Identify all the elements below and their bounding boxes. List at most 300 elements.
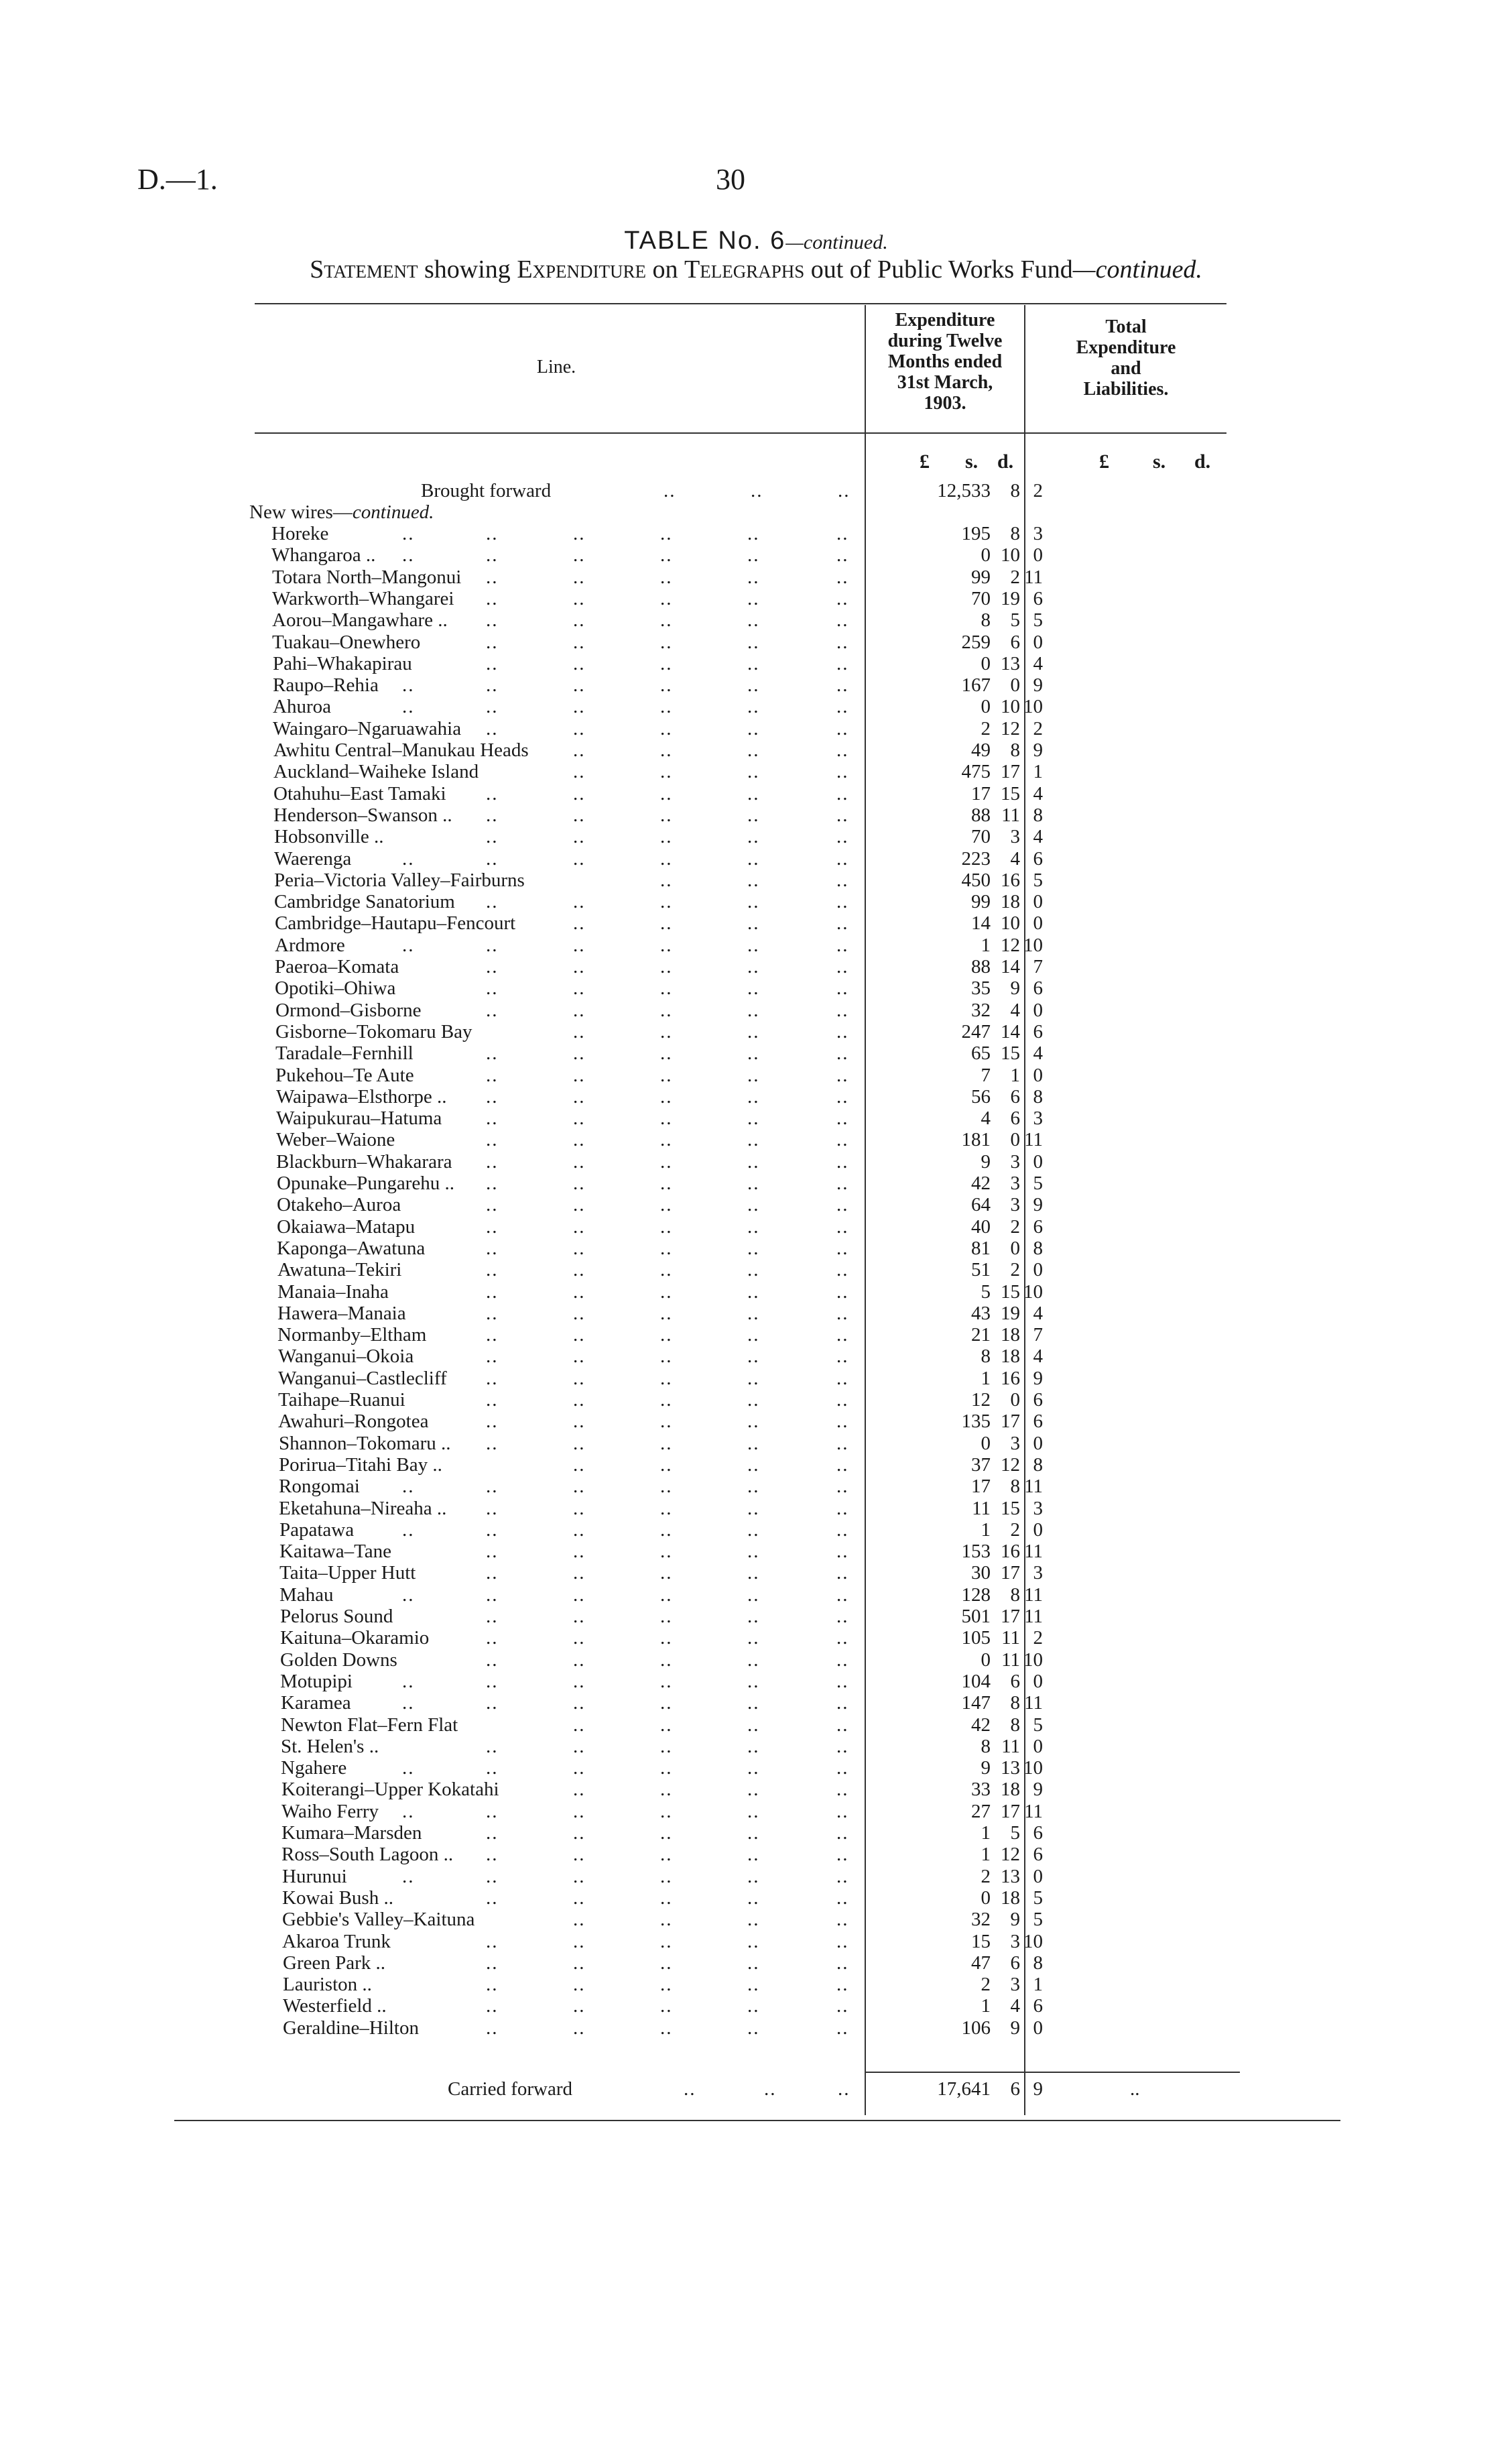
leader-dots: .. xyxy=(747,1866,760,1887)
shillings-value: 15 xyxy=(1001,783,1020,804)
header-bottom-rule xyxy=(255,432,1226,434)
statement-word: out of Public Works Fund xyxy=(804,255,1073,284)
statement-suffix: —continued. xyxy=(1072,255,1202,284)
leader-dots: .. xyxy=(836,956,849,977)
leader-dots: .. xyxy=(747,1042,760,1064)
pence-value: 9 xyxy=(1033,739,1043,761)
shillings-value: 2 xyxy=(1010,566,1020,588)
line-name: Gebbie's Valley–Kaituna xyxy=(282,1909,475,1930)
header-line: during Twelve xyxy=(887,331,1003,351)
leader-dots: .. xyxy=(747,1909,760,1930)
pounds-value: 195 xyxy=(961,523,991,544)
leader-dots: .. xyxy=(402,1476,415,1497)
shillings-value: 16 xyxy=(1001,1541,1020,1562)
leader-dots: .. xyxy=(836,609,849,631)
pence-value: 2 xyxy=(1033,480,1043,501)
leader-dots: .. xyxy=(836,1454,849,1476)
leader-dots: .. xyxy=(836,1757,849,1779)
leader-dots: .. xyxy=(486,1281,499,1303)
pounds-value: 450 xyxy=(961,870,991,891)
leader-dots: .. xyxy=(660,1736,673,1757)
statement-heading xyxy=(0,255,1512,284)
leader-dots: .. xyxy=(836,1021,849,1042)
leader-dots: .. xyxy=(660,935,673,956)
table-row xyxy=(0,1259,1512,1280)
leader-dots: .. xyxy=(747,1411,760,1432)
line-name: Tuakau–Onewhero xyxy=(272,632,421,653)
leader-dots: .. xyxy=(664,480,676,501)
leader-dots: .. xyxy=(747,1454,760,1476)
leader-dots: .. xyxy=(573,761,586,782)
leader-dots: .. xyxy=(747,1779,760,1800)
leader-dots: .. xyxy=(660,1931,673,1952)
leader-dots: .. xyxy=(486,632,499,653)
table-row xyxy=(0,1368,1512,1389)
leader-dots: .. xyxy=(836,977,849,999)
leader-dots: .. xyxy=(660,1671,673,1692)
leader-dots: .. xyxy=(486,1194,499,1215)
table-row xyxy=(0,1887,1512,1909)
pounds-value: 9 xyxy=(981,1757,991,1779)
shillings-value: 6 xyxy=(1010,1108,1020,1129)
line-name: Cambridge–Hautapu–Fencourt xyxy=(275,912,516,934)
leader-dots: .. xyxy=(836,1627,849,1649)
table-row xyxy=(0,1303,1512,1324)
statement-word: on xyxy=(646,255,685,284)
shillings-value: 2 xyxy=(1010,1519,1020,1541)
leader-dots: .. xyxy=(836,588,849,609)
leader-dots: .. xyxy=(836,804,849,826)
table-row xyxy=(0,1627,1512,1649)
pence-value: 4 xyxy=(1033,653,1043,674)
shillings-value: 3 xyxy=(1010,1974,1020,1995)
leader-dots: .. xyxy=(836,1216,849,1238)
leader-dots: .. xyxy=(573,588,586,609)
leader-dots: .. xyxy=(836,1952,849,1974)
leader-dots: .. xyxy=(836,1671,849,1692)
leader-dots: .. xyxy=(747,1086,760,1108)
pence-marker: d. xyxy=(997,451,1014,473)
pence-value: 0 xyxy=(1033,1065,1043,1086)
shillings-value: 2 xyxy=(1010,1216,1020,1238)
pounds-value: 32 xyxy=(971,1000,991,1021)
line-name: Waingaro–Ngaruawahia xyxy=(273,718,462,739)
leader-dots: .. xyxy=(573,1757,586,1779)
table-title xyxy=(0,227,1512,255)
table-row xyxy=(0,1411,1512,1432)
pence-value: 0 xyxy=(1033,1259,1043,1280)
leader-dots: .. xyxy=(747,1584,760,1606)
leader-dots: .. xyxy=(486,783,499,804)
leader-dots: .. xyxy=(573,609,586,631)
leader-dots: .. xyxy=(486,1757,499,1779)
pence-value: 6 xyxy=(1033,977,1043,999)
shillings-value: 18 xyxy=(1001,1779,1020,1800)
leader-dots: .. xyxy=(486,566,499,588)
leader-dots: .. xyxy=(836,1368,849,1389)
leader-dots: .. xyxy=(573,1866,586,1887)
leader-dots: .. xyxy=(486,1974,499,1995)
shillings-value: 4 xyxy=(1010,1000,1020,1021)
page-number: 30 xyxy=(716,163,745,196)
leader-dots: .. xyxy=(660,1627,673,1649)
table-row xyxy=(0,1433,1512,1454)
leader-dots: .. xyxy=(747,1216,760,1238)
leader-dots: .. xyxy=(573,1303,586,1324)
leader-dots: .. xyxy=(486,1238,499,1259)
total-shillings-marker: s. xyxy=(1153,451,1166,473)
table-row xyxy=(0,761,1512,782)
shillings-value: 15 xyxy=(1001,1498,1020,1519)
leader-dots: .. xyxy=(747,1887,760,1909)
leader-dots: .. xyxy=(573,1389,586,1411)
shillings-value: 6 xyxy=(1010,2078,1020,2100)
pence-value: 9 xyxy=(1033,1779,1043,1800)
line-name: Raupo–Rehia xyxy=(273,674,379,696)
leader-dots: .. xyxy=(660,1649,673,1671)
pounds-value: 0 xyxy=(981,1887,991,1909)
leader-dots: .. xyxy=(573,848,586,870)
leader-dots: .. xyxy=(747,1714,760,1736)
pence-value: 3 xyxy=(1033,523,1043,544)
pounds-value: 17,641 xyxy=(937,2078,991,2100)
leader-dots: .. xyxy=(486,1562,499,1584)
line-name: Blackburn–Whakarara xyxy=(276,1151,452,1173)
table-row xyxy=(0,1065,1512,1086)
table-row xyxy=(0,609,1512,631)
leader-dots: .. xyxy=(747,1281,760,1303)
leader-dots: .. xyxy=(660,1000,673,1021)
leader-dots: .. xyxy=(836,1736,849,1757)
pounds-value: 42 xyxy=(971,1173,991,1194)
leader-dots: .. xyxy=(747,1476,760,1497)
pence-value: 5 xyxy=(1033,1909,1043,1930)
leader-dots: .. xyxy=(747,1952,760,1974)
leader-dots: .. xyxy=(573,1541,586,1562)
line-name: Kaponga–Awatuna xyxy=(277,1238,426,1259)
table-row xyxy=(0,739,1512,761)
pounds-value: 81 xyxy=(971,1238,991,1259)
leader-dots: .. xyxy=(747,632,760,653)
leader-dots: .. xyxy=(836,1714,849,1736)
leader-dots: .. xyxy=(747,1151,760,1173)
table-row xyxy=(0,1779,1512,1800)
shillings-value: 17 xyxy=(1001,761,1020,782)
table-row xyxy=(0,891,1512,912)
statement-word: Expenditure xyxy=(517,255,647,284)
line-name: Eketahuna–Nireaha .. xyxy=(279,1498,447,1519)
leader-dots: .. xyxy=(751,480,763,501)
pounds-value: 15 xyxy=(971,1931,991,1952)
line-name: Motupipi xyxy=(280,1671,353,1692)
pounds-value: 70 xyxy=(971,588,991,609)
pence-value: 10 xyxy=(1023,696,1043,717)
table-row xyxy=(0,1000,1512,1021)
line-name: Ross–South Lagoon .. xyxy=(281,1844,454,1865)
leader-dots: .. xyxy=(486,1649,499,1671)
leader-dots: .. xyxy=(573,1129,586,1150)
line-name: Pahi–Whakapirau xyxy=(273,653,412,674)
section-label xyxy=(249,501,434,523)
leader-dots: .. xyxy=(486,1736,499,1757)
leader-dots: .. xyxy=(836,1584,849,1606)
line-name: Waerenga xyxy=(274,848,352,870)
leader-dots: .. xyxy=(573,1108,586,1129)
table-row xyxy=(0,1086,1512,1108)
table-row xyxy=(0,544,1512,566)
shillings-value: 0 xyxy=(1010,1238,1020,1259)
leader-dots: .. xyxy=(660,1086,673,1108)
pence-value: 8 xyxy=(1033,1238,1043,1259)
line-name: Newton Flat–Fern Flat xyxy=(281,1714,458,1736)
shillings-value: 18 xyxy=(1001,891,1020,912)
leader-dots: .. xyxy=(684,2078,696,2100)
pounds-value: 153 xyxy=(961,1541,991,1562)
table-row xyxy=(0,1584,1512,1606)
line-name: Manaia–Inaha xyxy=(277,1281,389,1303)
leader-dots: .. xyxy=(747,891,760,912)
leader-dots: .. xyxy=(660,1324,673,1346)
table-row xyxy=(0,1844,1512,1865)
leader-dots: .. xyxy=(573,1454,586,1476)
leader-dots: .. xyxy=(660,1151,673,1173)
pence-value: 11 xyxy=(1024,1541,1043,1562)
leader-dots: .. xyxy=(573,1324,586,1346)
leader-dots: .. xyxy=(486,1411,499,1432)
leader-dots: .. xyxy=(573,1238,586,1259)
leader-dots: .. xyxy=(486,1995,499,2017)
leader-dots: .. xyxy=(836,1541,849,1562)
leader-dots: .. xyxy=(660,632,673,653)
line-name: Gisborne–Tokomaru Bay xyxy=(275,1021,472,1042)
leader-dots: .. xyxy=(836,1000,849,1021)
line-name: Hurunui xyxy=(282,1866,347,1887)
pence-value: 9 xyxy=(1033,1368,1043,1389)
shillings-value: 11 xyxy=(1001,1627,1020,1649)
pence-value: 1 xyxy=(1033,1974,1043,1995)
pence-value: 9 xyxy=(1033,2078,1043,2100)
leader-dots: .. xyxy=(486,1822,499,1844)
header-line: 31st March, xyxy=(897,372,993,393)
leader-dots: .. xyxy=(660,674,673,696)
leader-dots: .. xyxy=(747,826,760,847)
table-row xyxy=(0,1671,1512,1692)
leader-dots: .. xyxy=(660,1368,673,1389)
leader-dots: .. xyxy=(836,912,849,934)
header-line: 1903. xyxy=(924,393,966,414)
leader-dots: .. xyxy=(660,1974,673,1995)
leader-dots: .. xyxy=(573,1736,586,1757)
leader-dots: .. xyxy=(660,1519,673,1541)
table-row xyxy=(0,912,1512,934)
leader-dots: .. xyxy=(660,1346,673,1367)
pence-value: 0 xyxy=(1033,1736,1043,1757)
leader-dots: .. xyxy=(573,1649,586,1671)
leader-dots: .. xyxy=(660,1065,673,1086)
leader-dots: .. xyxy=(660,566,673,588)
leader-dots: .. xyxy=(836,544,849,566)
pence-value: 11 xyxy=(1024,1129,1043,1150)
leader-dots: .. xyxy=(486,977,499,999)
total-column-header xyxy=(1025,316,1226,400)
leader-dots: .. xyxy=(402,1866,415,1887)
leader-dots: .. xyxy=(747,1692,760,1714)
leader-dots: .. xyxy=(747,935,760,956)
table-row xyxy=(0,1042,1512,1064)
line-name: Green Park .. xyxy=(283,1952,386,1974)
pence-value: 10 xyxy=(1023,935,1043,956)
line-name: Totara North–Mangonui xyxy=(272,566,462,588)
pounds-value: 181 xyxy=(961,1129,991,1150)
leader-dots: .. xyxy=(836,1649,849,1671)
leader-dots: .. xyxy=(660,2017,673,2039)
line-name: Wanganui–Okoia xyxy=(278,1346,414,1367)
shillings-value: 9 xyxy=(1010,1909,1020,1930)
shillings-value: 13 xyxy=(1001,1757,1020,1779)
leader-dots: .. xyxy=(573,1974,586,1995)
leader-dots: .. xyxy=(660,848,673,870)
leader-dots: .. xyxy=(573,696,586,717)
carried-forward-label: Carried forward xyxy=(448,2078,572,2100)
leader-dots: .. xyxy=(660,1779,673,1800)
pounds-value: 0 xyxy=(981,544,991,566)
pence-value: 6 xyxy=(1033,588,1043,609)
pence-value: 0 xyxy=(1033,544,1043,566)
leader-dots: .. xyxy=(486,1476,499,1497)
leader-dots: .. xyxy=(660,609,673,631)
line-name: St. Helen's .. xyxy=(281,1736,379,1757)
pence-value: 4 xyxy=(1033,1042,1043,1064)
line-name: Karamea xyxy=(281,1692,351,1714)
leader-dots: .. xyxy=(747,1931,760,1952)
leader-dots: .. xyxy=(836,1042,849,1064)
table-row xyxy=(0,1866,1512,1887)
leader-dots: .. xyxy=(573,1909,586,1930)
leader-dots: .. xyxy=(747,1736,760,1757)
leader-dots: .. xyxy=(747,1757,760,1779)
pounds-value: 106 xyxy=(961,2017,991,2039)
line-name: Taradale–Fernhill xyxy=(275,1042,414,1064)
leader-dots: .. xyxy=(836,1562,849,1584)
leader-dots: .. xyxy=(747,804,760,826)
table-row xyxy=(0,1346,1512,1367)
leader-dots: .. xyxy=(660,653,673,674)
leader-dots: .. xyxy=(660,1303,673,1324)
leader-dots: .. xyxy=(747,848,760,870)
leader-dots: .. xyxy=(836,826,849,847)
pounds-value: 247 xyxy=(961,1021,991,1042)
shillings-value: 12 xyxy=(1001,1454,1020,1476)
leader-dots: .. xyxy=(836,739,849,761)
pounds-value: 17 xyxy=(971,783,991,804)
leader-dots: .. xyxy=(486,1627,499,1649)
line-name: Whangaroa .. xyxy=(271,544,376,566)
table-row xyxy=(0,1151,1512,1173)
pence-value: 7 xyxy=(1033,956,1043,977)
leader-dots: .. xyxy=(660,956,673,977)
table-row xyxy=(0,1498,1512,1519)
leader-dots: .. xyxy=(573,1606,586,1627)
pounds-value: 70 xyxy=(971,826,991,847)
leader-dots: .. xyxy=(747,674,760,696)
leader-dots: .. xyxy=(573,1995,586,2017)
pounds-value: 43 xyxy=(971,1303,991,1324)
leader-dots: .. xyxy=(573,956,586,977)
leader-dots: .. xyxy=(573,1259,586,1280)
pence-value: 5 xyxy=(1033,609,1043,631)
leader-dots: .. xyxy=(747,1129,760,1150)
leader-dots: .. xyxy=(836,1151,849,1173)
pence-value: 6 xyxy=(1033,1021,1043,1042)
leader-dots: .. xyxy=(486,1498,499,1519)
leader-dots: .. xyxy=(660,1866,673,1887)
leader-dots: .. xyxy=(747,1346,760,1367)
leader-dots: .. xyxy=(836,632,849,653)
leader-dots: .. xyxy=(573,1476,586,1497)
leader-dots: .. xyxy=(573,1194,586,1215)
table-row xyxy=(0,1541,1512,1562)
line-name: Golden Downs xyxy=(280,1649,397,1671)
leader-dots: .. xyxy=(747,1303,760,1324)
pence-value: 4 xyxy=(1033,1303,1043,1324)
leader-dots: .. xyxy=(573,739,586,761)
pence-value: 0 xyxy=(1033,1000,1043,1021)
table-row xyxy=(0,1692,1512,1714)
table-title-suffix: —continued. xyxy=(785,231,888,253)
leader-dots: .. xyxy=(573,1151,586,1173)
table-row xyxy=(0,870,1512,891)
pounds-value: 64 xyxy=(971,1194,991,1215)
pounds-value: 56 xyxy=(971,1086,991,1108)
leader-dots: .. xyxy=(747,1995,760,2017)
table-row xyxy=(0,1389,1512,1411)
shillings-value: 11 xyxy=(1001,804,1020,826)
pounds-value: 30 xyxy=(971,1562,991,1584)
leader-dots: .. xyxy=(660,1541,673,1562)
leader-dots: .. xyxy=(836,1995,849,2017)
shillings-marker: s. xyxy=(965,451,979,473)
pounds-value: 475 xyxy=(961,761,991,782)
leader-dots: .. xyxy=(486,1346,499,1367)
pounds-value: 0 xyxy=(981,1649,991,1671)
table-row xyxy=(0,1194,1512,1215)
shillings-value: 8 xyxy=(1010,1476,1020,1497)
shillings-value: 6 xyxy=(1010,1671,1020,1692)
leader-dots: .. xyxy=(573,826,586,847)
leader-dots: .. xyxy=(660,544,673,566)
shillings-value: 11 xyxy=(1001,1736,1020,1757)
pounds-value: 42 xyxy=(971,1714,991,1736)
table-row xyxy=(0,1324,1512,1346)
pounds-value: 1 xyxy=(981,1844,991,1865)
table-row xyxy=(0,1714,1512,1736)
pence-value: 10 xyxy=(1023,1281,1043,1303)
leader-dots: .. xyxy=(486,1931,499,1952)
leader-dots: .. xyxy=(660,783,673,804)
leader-dots: .. xyxy=(402,1519,415,1541)
leader-dots: .. xyxy=(747,566,760,588)
leader-dots: .. xyxy=(836,653,849,674)
leader-dots: .. xyxy=(660,1259,673,1280)
leader-dots: .. xyxy=(660,588,673,609)
line-name: Koiterangi–Upper Kokatahi xyxy=(281,1779,499,1800)
shillings-value: 8 xyxy=(1010,1584,1020,1606)
leader-dots: .. xyxy=(486,1151,499,1173)
leader-dots: .. xyxy=(573,783,586,804)
pence-value: 9 xyxy=(1033,674,1043,696)
shillings-value: 3 xyxy=(1010,826,1020,847)
statement-word: Telegraphs xyxy=(684,255,805,284)
